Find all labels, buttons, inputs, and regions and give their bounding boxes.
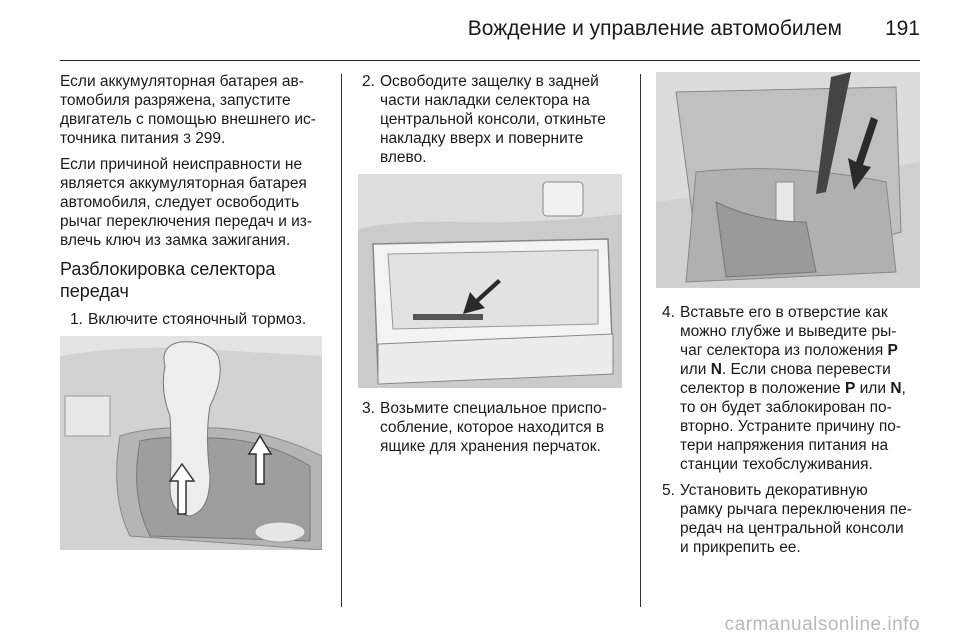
para-line: рычаг переключения передач и из-: [60, 213, 313, 230]
column-3: [652, 72, 924, 564]
step-line: вторно. Устраните причину по-: [680, 418, 902, 435]
paragraph-battery-text: Если аккумуляторная батарея ав-томобиля разряжена, запустите двигатель с помощью внешнего ис-точника питания: [60, 73, 316, 147]
section-heading: [60, 258, 330, 302]
step-line: то он будет заблокирован по-: [680, 399, 892, 416]
page-title: Вождение и управление автомобилем: [467, 17, 842, 40]
gear-position-p: P: [844, 380, 856, 397]
gear-position-n: N: [890, 380, 902, 397]
step-line: чаг селектора из положения: [680, 342, 884, 359]
step-number: 1.: [70, 311, 83, 328]
step-line: части накладки селектора на: [380, 92, 590, 109]
gear-position-n: N: [710, 361, 722, 378]
step-word: или: [680, 361, 707, 378]
step-5: [652, 481, 924, 557]
figure-gear-lever: [60, 336, 322, 550]
step-4: [652, 303, 924, 474]
step-line: и прикрепить ее.: [680, 539, 801, 556]
step-3: [352, 399, 628, 456]
step-line: тери напряжения питания на: [680, 437, 889, 454]
column-divider-2: [640, 74, 641, 607]
step-line: Установить декоративную: [680, 482, 868, 499]
step-word: или: [859, 380, 886, 397]
para-line: Если причиной неисправности не: [60, 156, 303, 173]
step-2: [352, 72, 628, 167]
gear-position-p: P: [887, 342, 898, 359]
step-number: 4.: [662, 304, 675, 321]
page-reference-link[interactable]: 299.: [195, 130, 226, 147]
step-line: Вставьте его в отверстие как: [680, 304, 888, 321]
page-header: [0, 0, 960, 60]
figure-glovebox: [358, 174, 622, 388]
page-reference-icon: 3: [183, 130, 191, 146]
watermark: carmanualsonline.info: [724, 614, 920, 635]
step-number: 2.: [362, 73, 375, 90]
step-line: ящике для хранения перчаток.: [380, 438, 601, 455]
step-line: Возьмите специальное приспо-: [380, 400, 607, 417]
column-1: [60, 72, 330, 550]
step-line: центральной консоли, откиньте: [380, 111, 606, 128]
column-2: [352, 72, 628, 463]
step-line: Освободите защелку в задней: [380, 73, 599, 90]
step-line: . Если снова перевести: [721, 361, 891, 378]
step-text: Включите стояночный тормоз.: [88, 311, 307, 328]
paragraph-other-cause: [60, 155, 330, 250]
para-line: автомобиля, следует освободить: [60, 194, 300, 211]
step-number: 5.: [662, 482, 675, 499]
step-line: можно глубже и выведите ры-: [680, 323, 897, 340]
para-line: является аккумуляторная батарея: [60, 175, 307, 192]
header-divider: [60, 60, 920, 61]
step-line: влево.: [380, 149, 427, 166]
step-punct: ,: [901, 380, 906, 397]
step-line: рамку рычага переключения пе-: [680, 501, 912, 518]
para-line: влечь ключ из замка зажигания.: [60, 232, 291, 249]
heading-line: передач: [60, 281, 129, 301]
paragraph-battery: [60, 72, 330, 148]
step-1: [60, 310, 330, 329]
step-line: собление, которое находится в: [380, 419, 605, 436]
step-line: селектор в положение: [680, 380, 841, 397]
heading-line: Разблокировка селектора: [60, 259, 276, 279]
step-line: станции техобслуживания.: [680, 456, 873, 473]
step-line: накладку вверх и поверните: [380, 130, 584, 147]
step-number: 3.: [362, 400, 375, 417]
column-divider-1: [341, 74, 342, 607]
step-line: редач на центральной консоли: [680, 520, 904, 537]
figure-release-tool: [656, 72, 920, 288]
page-number: 191: [884, 17, 920, 40]
